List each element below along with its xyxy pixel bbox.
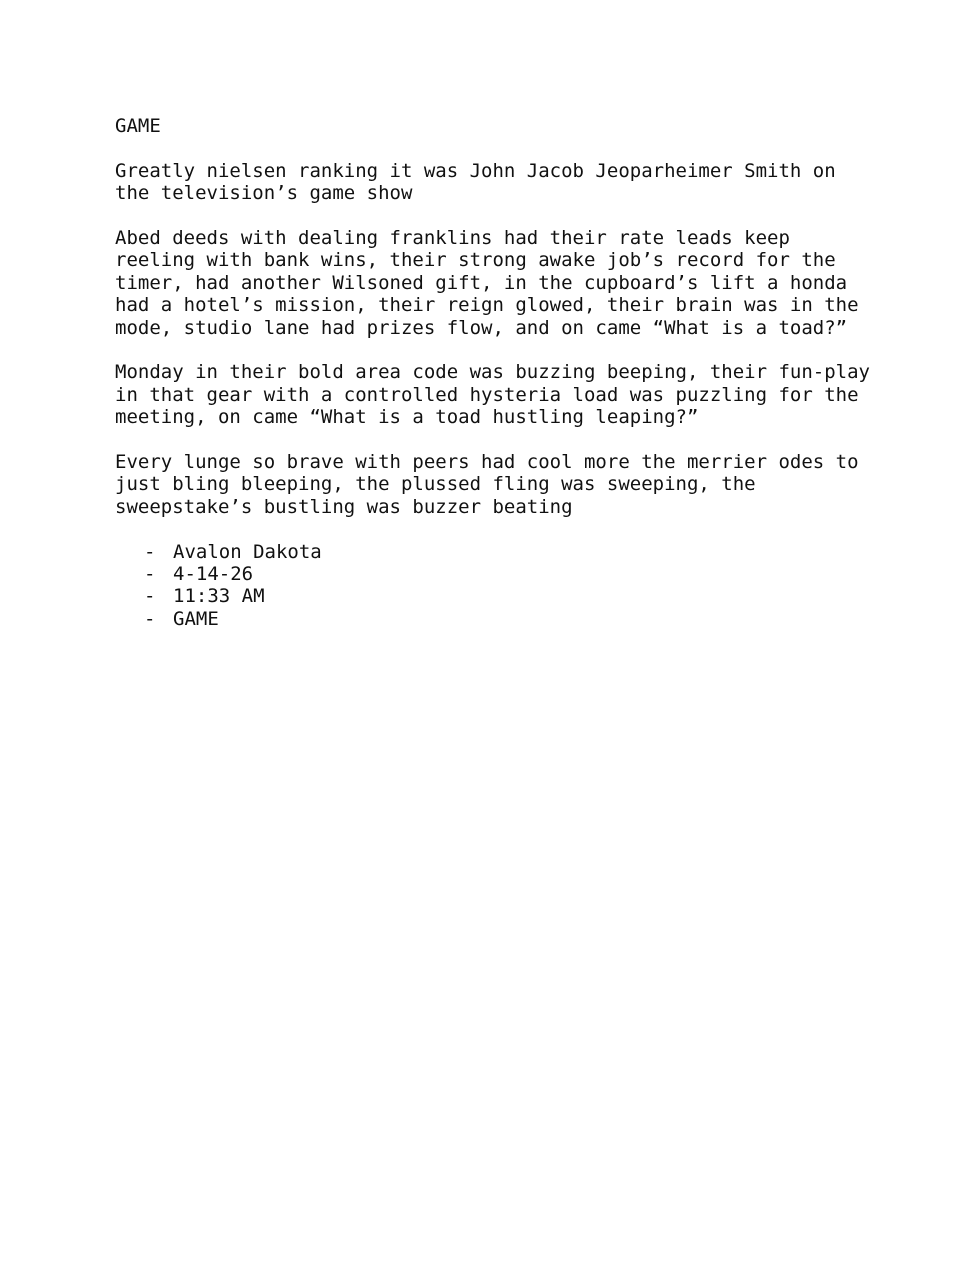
stanza-line: Greatly nielsen ranking it was John Jacob Jeoparheimer Smith on xyxy=(115,159,836,182)
signoff-title-text: GAME xyxy=(173,607,219,630)
stanza-2 xyxy=(115,227,875,339)
stanza-line: reeling with bank wins, their strong awake job’s record for the xyxy=(115,249,836,272)
signoff-item-title xyxy=(144,608,875,630)
stanza-line: the television’s game show xyxy=(115,182,413,205)
signoff-list xyxy=(115,541,875,631)
document-page xyxy=(115,115,875,630)
poem-title: GAME xyxy=(115,115,161,137)
stanza-line: meeting, on came “What is a toad hustling leaping?” xyxy=(115,406,699,429)
stanza-line: mode, studio lane had prizes flow, and on came “What is a toad?” xyxy=(115,316,848,339)
stanza-line: just bling bleeping, the plussed fling was sweeping, the xyxy=(115,473,756,496)
author-name: Avalon Dakota xyxy=(173,540,322,563)
signoff-item-time xyxy=(144,585,875,607)
dash-bullet: - xyxy=(144,607,156,630)
stanza-line: Every lunge so brave with peers had cool more the merrier odes to xyxy=(115,451,859,474)
stanza-line: in that gear with a controlled hysteria load was puzzling for the xyxy=(115,383,859,406)
stanza-line: timer, had another Wilsoned gift, in the cupboard’s lift a honda xyxy=(115,271,848,294)
stanza-1 xyxy=(115,160,875,205)
stanza-3 xyxy=(115,361,875,428)
signoff-item-date xyxy=(144,563,875,585)
dash-bullet: - xyxy=(144,563,156,586)
stanza-line: Monday in their bold area code was buzzing beeping, their fun-play xyxy=(115,361,870,384)
stanza-4 xyxy=(115,451,875,518)
time-text: 11:33 AM xyxy=(173,585,265,608)
dash-bullet: - xyxy=(144,540,156,563)
stanza-line: sweepstake’s bustling was buzzer beating xyxy=(115,495,573,518)
stanza-line: Abed deeds with dealing franklins had their rate leads keep xyxy=(115,227,790,249)
signoff-item-author xyxy=(144,541,875,563)
dash-bullet: - xyxy=(144,585,156,608)
date-text: 4-14-26 xyxy=(173,563,254,586)
stanza-line: had a hotel’s mission, their reign glowed, their brain was in the xyxy=(115,294,859,317)
